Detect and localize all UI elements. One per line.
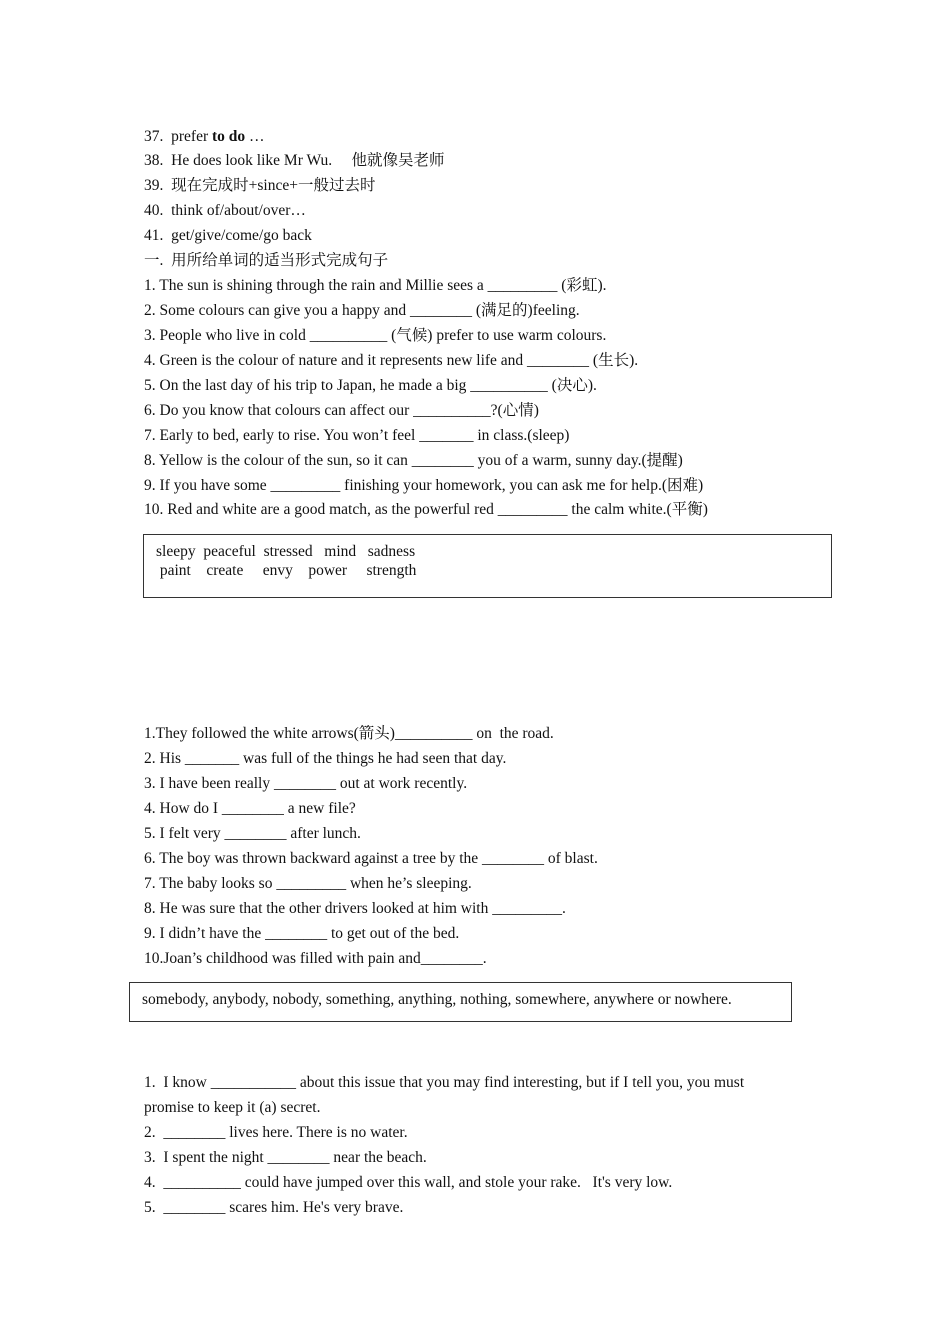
section3-item-5: 5. ________ scares him. He's very brave. [144, 1199, 404, 1216]
note-41: 41. get/give/come/go back [144, 227, 312, 244]
section2-item-7: 7. The baby looks so _________ when he’s sleeping. [144, 875, 472, 892]
section2-item-4: 4. How do I ________ a new file? [144, 800, 356, 817]
section1-item-4: 4. Green is the colour of nature and it represents new life and ________ (生长). [144, 352, 639, 369]
section2-item-8: 8. He was sure that the other drivers looked at him with _________. [144, 900, 566, 917]
section1-item-6: 6. Do you know that colours can affect our __________?(心情) [144, 402, 539, 419]
note-39: 39. 现在完成时+since+一般过去时 [144, 177, 376, 194]
section3-item-4: 4. __________ could have jumped over this wall, and stole your rake. It's very low. [144, 1174, 673, 1191]
note-37-bold: to do [212, 128, 246, 145]
note-37 [144, 127, 265, 147]
word-box-1 [143, 534, 832, 598]
note-40: 40. think of/about/over… [144, 202, 306, 219]
section2-item-1: 1.They followed the white arrows(箭头)__________ on the road. [144, 725, 554, 742]
section2-item-3: 3. I have been really ________ out at work recently. [144, 775, 468, 792]
section2-item-10: 10.Joan’s childhood was filled with pain and________. [144, 950, 487, 967]
section1-item-2: 2. Some colours can give you a happy and ________ (满足的)feeling. [144, 302, 580, 319]
section1-item-1: 1. The sun is shining through the rain and Millie sees a _________ (彩虹). [144, 277, 607, 294]
section1-heading: 一. 用所给单词的适当形式完成句子 [144, 252, 389, 269]
note-38: 38. He does look like Mr Wu. 他就像吴老师 [144, 152, 445, 169]
section1-item-5: 5. On the last day of his trip to Japan, he made a big __________ (决心). [144, 377, 597, 394]
section3-item-1: 1. I know ___________ about this issue that you may find interesting, but if I tell you, you must [144, 1074, 745, 1091]
section1-item-9: 9. If you have some _________ finishing your homework, you can ask me for help.(困难) [144, 477, 704, 494]
section1-item-3: 3. People who live in cold __________ (气候) prefer to use warm colours. [144, 327, 607, 344]
word-box-2 [129, 982, 792, 1022]
section2-item-2: 2. His _______ was full of the things he had seen that day. [144, 750, 507, 767]
section2-item-6: 6. The boy was thrown backward against a tree by the ________ of blast. [144, 850, 598, 867]
word-box-1-row-1: sleepy peaceful stressed mind sadness [156, 543, 416, 560]
section3-item-2: 2. ________ lives here. There is no water. [144, 1124, 408, 1141]
section1-item-8: 8. Yellow is the colour of the sun, so it can ________ you of a warm, sunny day.(提醒) [144, 452, 683, 469]
word-box-1-row-2: paint create envy power strength [156, 562, 417, 579]
section2-item-5: 5. I felt very ________ after lunch. [144, 825, 361, 842]
section2-item-9: 9. I didn’t have the ________ to get out of the bed. [144, 925, 460, 942]
section1-item-7: 7. Early to bed, early to rise. You won’t feel _______ in class.(sleep) [144, 427, 570, 444]
section3-item-1-cont: promise to keep it (a) secret. [144, 1099, 321, 1116]
section1-item-10: 10. Red and white are a good match, as the powerful red _________ the calm white.(平衡) [144, 501, 708, 518]
word-box-2-text: somebody, anybody, nobody, something, anything, nothing, somewhere, anywhere or nowhere. [142, 991, 732, 1008]
section3-item-3: 3. I spent the night ________ near the beach. [144, 1149, 427, 1166]
note-37-suffix: … [245, 128, 265, 145]
note-37-prefix: 37. prefer [144, 128, 212, 145]
